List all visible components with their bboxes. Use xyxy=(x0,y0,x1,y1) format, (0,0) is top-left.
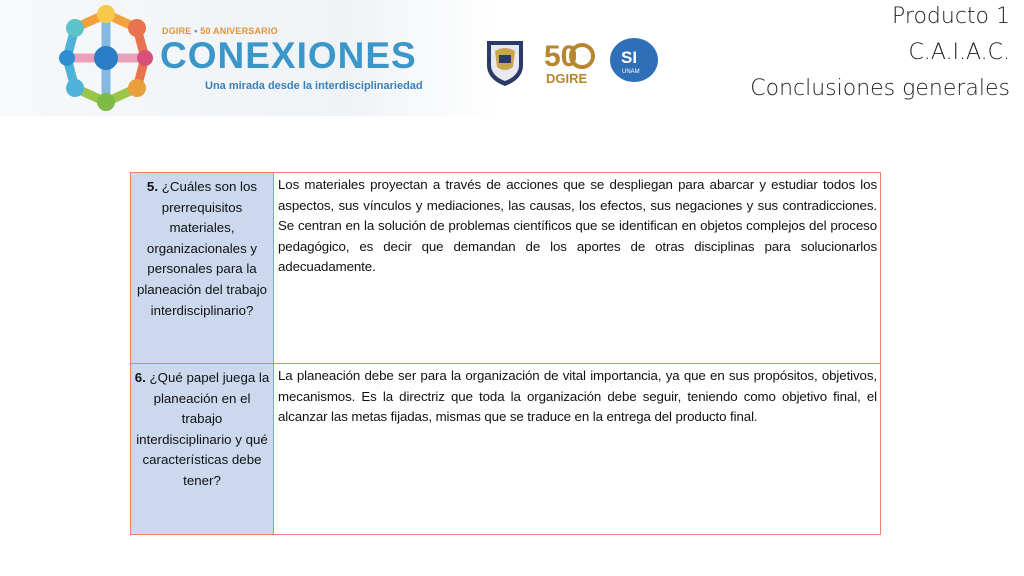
si-text: SI xyxy=(621,48,638,67)
dgire-number: 50 xyxy=(544,40,578,73)
si-sub: UNAM xyxy=(622,69,640,75)
question-cell xyxy=(131,173,274,364)
question-cell xyxy=(131,364,274,535)
question-number: 6. xyxy=(134,370,146,385)
si-unam-logo xyxy=(608,36,660,84)
title-caiac: C.A.I.A.C. xyxy=(908,40,1010,65)
brand-subtitle: Una mirada desde la interdisciplinariedad xyxy=(205,80,423,92)
question-number: 5. xyxy=(146,179,159,194)
title-product: Producto 1 xyxy=(892,4,1010,29)
table-row xyxy=(131,364,881,535)
header-banner xyxy=(0,0,500,116)
title-conclusions: Conclusiones generales xyxy=(750,76,1010,101)
answer-cell: Los materiales proyectan a través de acciones que se despliegan para abarcar y estudiar todos los aspectos, sus vínculos y mediaciones, las causas, los efectos, sus negaciones y sus contradicciones. Se centran en la solución de problemas científicos que se identifican en objetos complejos del proceso pedagógico, es decir que demandan de los aportes de otras disciplinas para solucionarlos adecuadamente. xyxy=(274,173,881,364)
brand-title: CONEXIONES xyxy=(160,35,417,76)
conexiones-network-logo xyxy=(55,2,157,112)
table-row xyxy=(131,173,881,364)
anniversary-label: DGIRE • 50 ANIVERSARIO xyxy=(162,26,278,36)
unam-shield-logo xyxy=(481,36,529,88)
dgire-50-logo xyxy=(540,36,600,88)
answer-cell: La planeación debe ser para la organización de vital importancia, ya que en sus propósitos, objetivos, mecanismos. Es la directriz que toda la organización debe seguir, teniendo como objetivo final, el alcanzar las metas fijadas, mismas que se traduce en la entrega del producto final. xyxy=(274,364,881,535)
slide-titles xyxy=(750,6,1010,114)
questions-table xyxy=(130,172,881,535)
question-text: ¿Cuáles son los prerrequisitos materiales, organizacionales y personales para la planeación del trabajo interdisciplinario? xyxy=(136,179,268,318)
question-text: ¿Qué papel juega la planeación en el trabajo interdisciplinario y qué características debe tener? xyxy=(136,370,270,488)
dgire-text: DGIRE xyxy=(546,71,588,86)
